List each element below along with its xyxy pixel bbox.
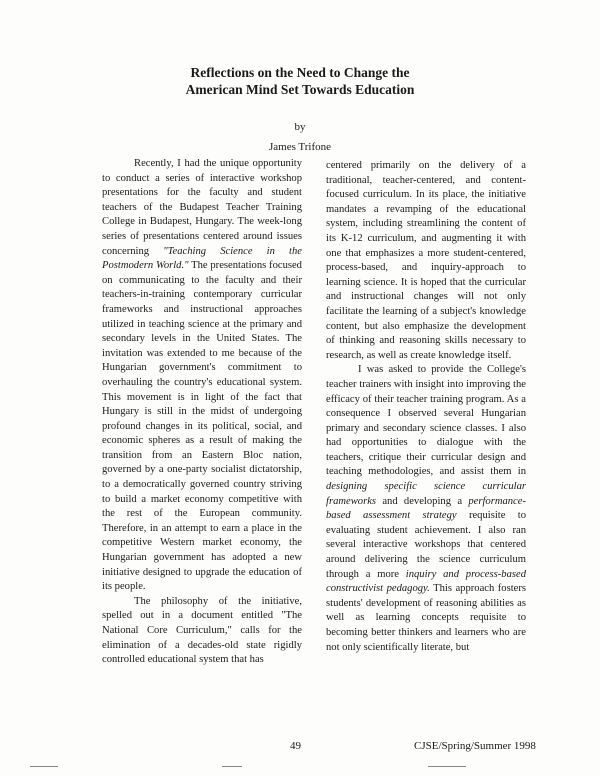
- paragraph-text: This approach fosters students' development of reasoning abilities as well as learning concepts requisite to becoming better thinkers and learners who are not only scientifically literate, but: [326, 583, 526, 653]
- paragraph-text: The presentations focused on communicating to the faculty and their teachers-in-training contemporary curricular frameworks and instructional approaches utilized in teaching science at the primary and secondary levels in the United States. The invitation was extended to me because of the Hungarian government's commitment to overhauling the country's educational system. This movement is in light of the fact that Hungary is still in the midst of undergoing profound changes in its political, social, and economic spheres as a result of making the transition from an Eastern Bloc nation, governed by a one-party socialist dictatorship, to a democratically governed country striving to build a market economy competitive with the rest of the European community. Therefore, in an attempt to earn a place in the competitive Western market economy, the Hungarian government has adopted a new initiative designed to upgrade the education of its people.: [102, 260, 302, 593]
- scan-artifact-line: [222, 766, 242, 767]
- title-line-1: Reflections on the Need to Change the: [190, 65, 410, 80]
- paragraph-text: The philosophy of the initiative, spelled out in a document entitled "The National Core Curriculum," calls for the elimination of a decades-old state rigidly controlled educational system that has: [102, 595, 302, 666]
- paragraph-text: centered primarily on the delivery of a traditional, teacher-centered, and content-focused curriculum. In its place, the initiative mandates a revamping of the educational system, including streamlining the content of its K-12 curriculum, and augmenting it with one that emphasizes a more student-centered, process-based, and inquiry-approach to learning science. It is hoped that the curricular and instructional changes will not only facilitate the learning of a subject's knowledge content, but also emphasize the development of thinking and reasoning skills necessary to research, as well as create knowledge itself.: [326, 160, 526, 361]
- journal-footer: CJSE/Spring/Summer 1998: [414, 740, 536, 752]
- left-column: [102, 157, 302, 668]
- paragraph: [326, 159, 526, 363]
- right-column: [326, 159, 526, 655]
- italic-text: performance-based assessment strategy: [326, 495, 526, 522]
- paragraph-text: Recently, I had the unique opportunity to conduct a series of interactive workshop presentations for the faculty and student teachers of the Budapest Teacher Training College in Budapest, Hungary. The week-long series of presentations centered around issues concerning: [102, 158, 302, 257]
- page-number: 49: [290, 740, 301, 752]
- italic-text: "Teaching Science in the Postmodern World.": [102, 245, 302, 272]
- italic-text: designing specific science curricular frameworks: [326, 481, 526, 507]
- paragraph-text: requisite to evaluating student achievement. I also ran several interactive workshops that centered around delivering the science curriculum through a more: [326, 510, 526, 580]
- paragraph-text: I was asked to provide the College's teacher trainers with insight into improving the efficacy of their teacher training program. As a consequence I observed several Hungarian primary and secondary science classes. I also had opportunities to dialogue with the teachers, critique their curricular design and teaching methodologies, and assist them in: [326, 364, 526, 478]
- byline: by: [294, 121, 306, 133]
- scan-artifact-line: [428, 766, 466, 767]
- scan-artifact-line: [30, 766, 58, 767]
- paragraph-text: and developing a: [376, 495, 469, 507]
- title-line-2: American Mind Set Towards Education: [185, 82, 415, 97]
- paragraph: [326, 363, 526, 655]
- article-title: [0, 64, 600, 98]
- author-name: James Trifone: [268, 141, 332, 153]
- paragraph: [102, 595, 302, 668]
- paragraph: [102, 157, 302, 595]
- italic-text: inquiry and process-based constructivist pedagogy.: [326, 568, 526, 595]
